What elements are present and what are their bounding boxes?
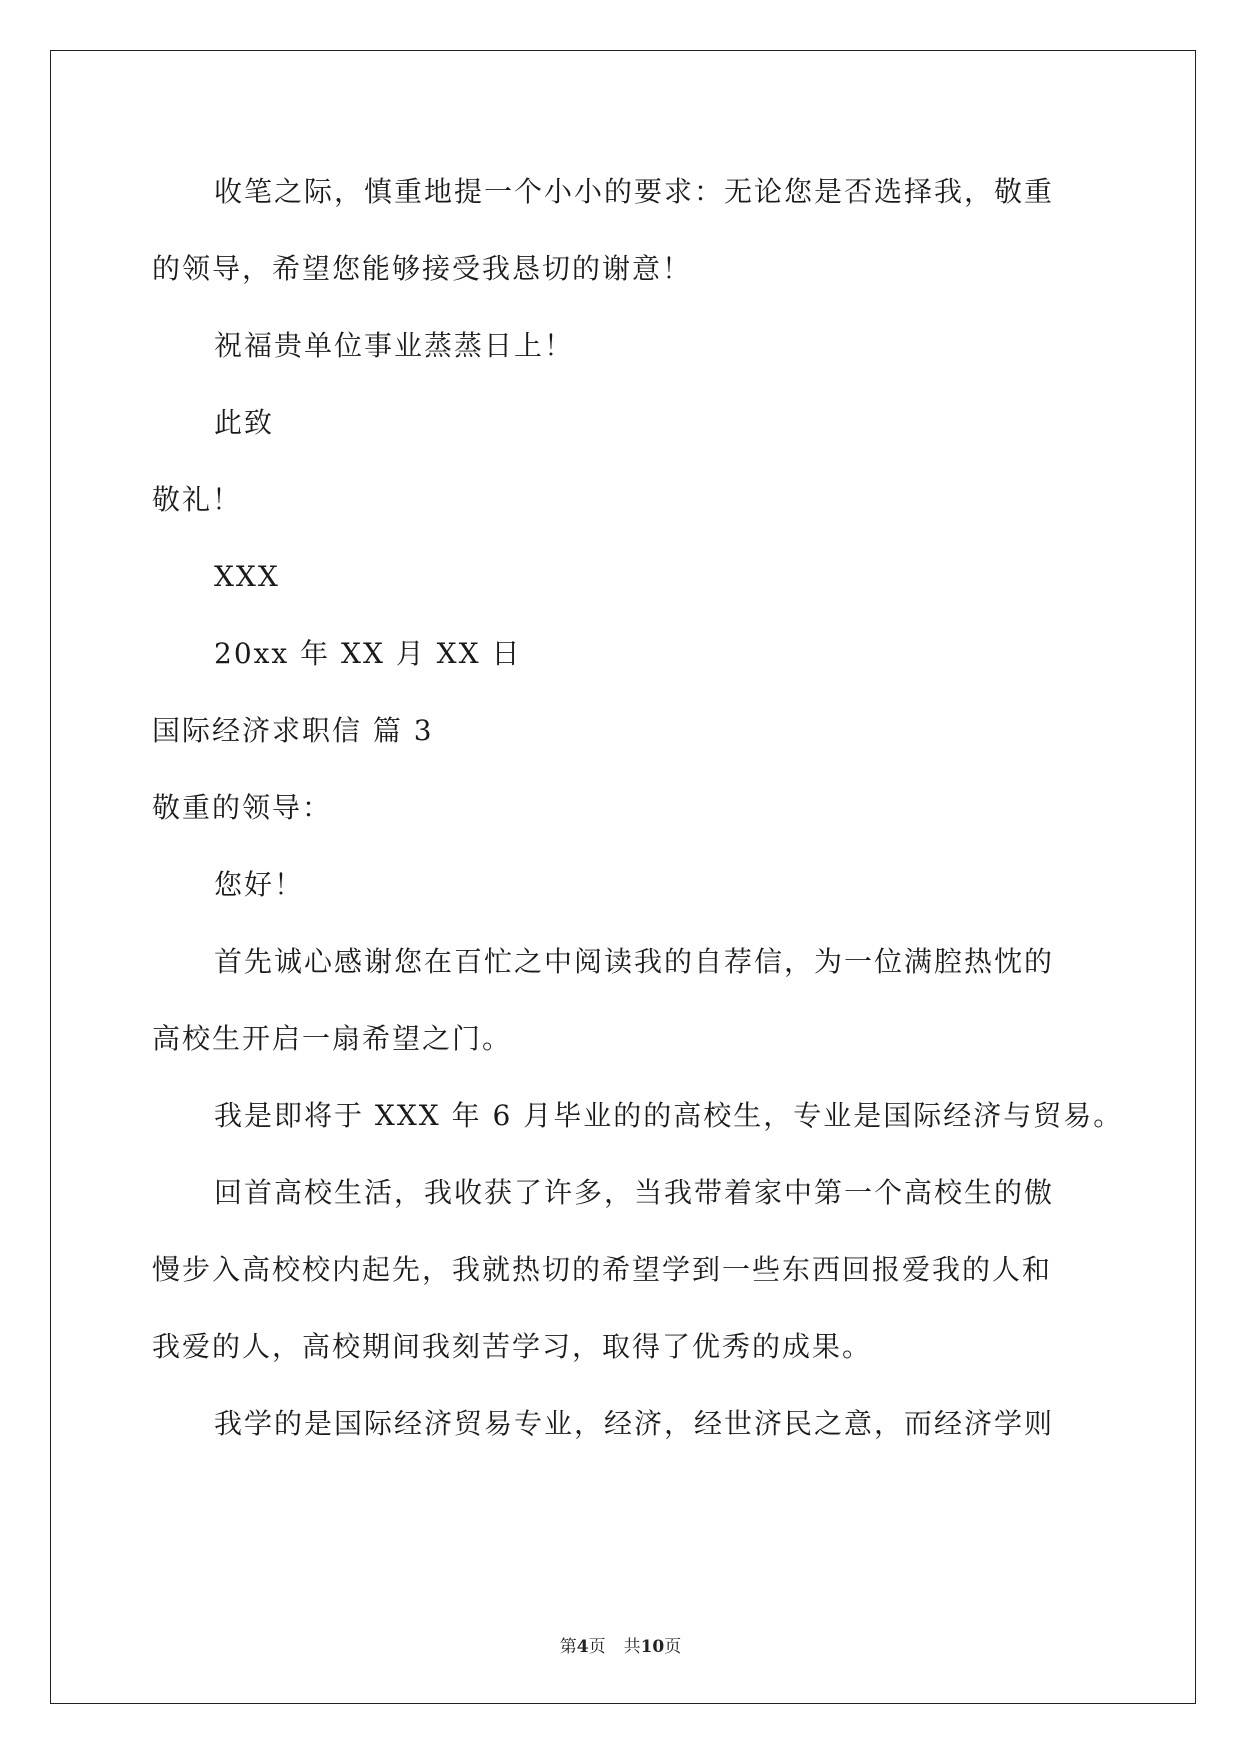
total-pages: 10 — [640, 1637, 665, 1657]
closing-regards: 敬礼！ — [152, 483, 243, 516]
paragraph-line: 首先诚心感谢您在百忙之中阅读我的自荐信，为一位满腔热忱的 — [214, 945, 1055, 978]
paragraph-line: 收笔之际，慎重地提一个小小的要求：无论您是否选择我，敬重 — [214, 175, 1055, 208]
paragraph-line: 祝福贵单位事业蒸蒸日上！ — [214, 329, 575, 362]
page-footer — [0, 1636, 1241, 1658]
paragraph-line: 回首高校生活，我收获了许多，当我带着家中第一个高校生的傲 — [214, 1176, 1055, 1209]
total-suffix: 页 — [664, 1637, 682, 1657]
closing-salutation: 此致 — [214, 406, 275, 439]
paragraph-line: 高校生开启一扇希望之门。 — [152, 1022, 513, 1055]
signature-name: XXX — [214, 560, 280, 593]
page-prefix: 第 — [559, 1637, 577, 1657]
paragraph-line: 慢步入高校校内起先，我就热切的希望学到一些东西回报爱我的人和 — [152, 1253, 1053, 1286]
page-number: 4 — [576, 1637, 589, 1657]
greeting-hello: 您好！ — [214, 868, 305, 901]
section-heading: 国际经济求职信 篇 3 — [152, 714, 434, 747]
page-suffix: 页 — [588, 1637, 606, 1657]
signature-date: 20xx 年 XX 月 XX 日 — [214, 637, 522, 670]
paragraph-line: 的领导，希望您能够接受我恳切的谢意！ — [152, 252, 693, 285]
paragraph-line: 我学的是国际经济贸易专业，经济，经世济民之意，而经济学则 — [214, 1407, 1055, 1440]
paragraph-line: 我是即将于 XXX 年 6 月毕业的的高校生，专业是国际经济与贸易。 — [214, 1099, 1124, 1132]
greeting: 敬重的领导： — [152, 791, 333, 824]
total-prefix: 共 — [623, 1637, 641, 1657]
paragraph-line: 我爱的人，高校期间我刻苦学习，取得了优秀的成果。 — [152, 1330, 873, 1363]
